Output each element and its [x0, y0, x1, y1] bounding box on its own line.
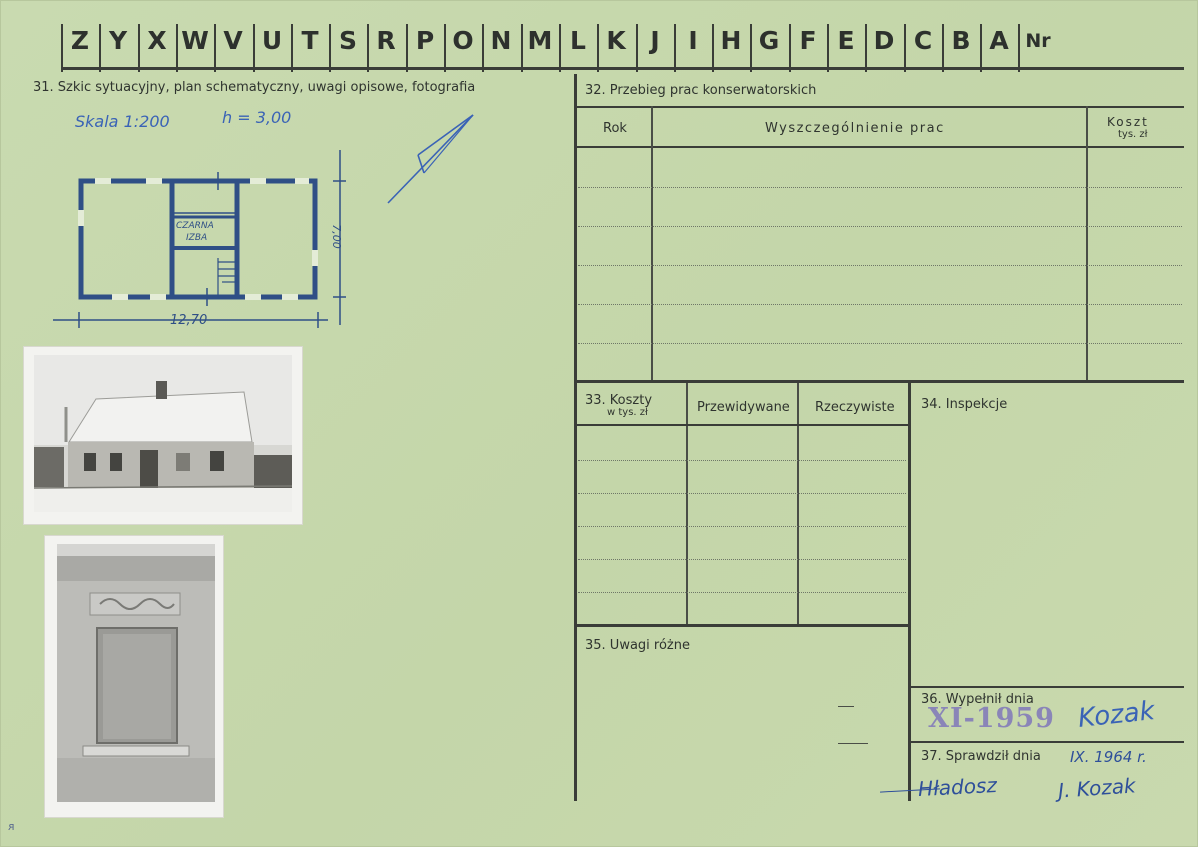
index-letter: X [147, 26, 167, 55]
section36-top-rule [910, 686, 1184, 688]
section32-row-line [578, 187, 1182, 188]
index-strip [61, 12, 1085, 69]
section33-col-actual: Rzeczywiste [815, 400, 895, 415]
window-detail-photo [45, 536, 223, 817]
section36-title: 36. Wypełnił dnia [921, 692, 1034, 707]
section32-row-line [578, 304, 1182, 305]
index-letter: G [758, 26, 780, 55]
section32-row-line [578, 265, 1182, 266]
width-dimension: 12,70 [170, 313, 208, 328]
section32-header-bottom-rule [574, 146, 1184, 148]
north-arrow-icon [380, 105, 480, 210]
section37-signature-right: J. Kozak [1057, 773, 1137, 803]
section32-bottom-rule [574, 380, 1184, 383]
section33-row-line [578, 559, 906, 560]
index-letter: I [688, 26, 698, 55]
index-letter: R [376, 26, 396, 55]
section33-divider-1 [686, 383, 688, 624]
section32-row-line [578, 226, 1182, 227]
section33-unit: w tys. zł [607, 407, 648, 418]
section37-date: IX. 1964 r. [1070, 748, 1147, 766]
section36-date-stamp: XI-1959 [928, 703, 1055, 734]
index-letter: O [452, 26, 474, 55]
index-letter: P [415, 26, 435, 55]
index-number-label: Nr [1025, 29, 1051, 52]
section32-col-year: Rok [603, 121, 627, 136]
index-letter: K [606, 26, 626, 55]
section33-row-line [578, 460, 906, 461]
scale-note: Skala 1:200 [75, 112, 170, 131]
index-letter: H [720, 26, 742, 55]
index-letter: S [338, 26, 357, 55]
index-letter: Y [108, 26, 128, 55]
index-letter: Z [70, 26, 90, 55]
section32-row-line [578, 343, 1182, 344]
section33-divider-2 [797, 383, 799, 624]
section33-34-divider [908, 383, 911, 801]
index-letter: M [527, 26, 553, 55]
section33-col-planned: Przewidywane [697, 400, 790, 415]
section35-mark [838, 743, 868, 744]
room-label-line1: CZARNA [176, 221, 214, 231]
section32-col-cost: Koszt [1107, 115, 1149, 129]
index-letter: T [301, 26, 319, 55]
index-letter: D [873, 26, 895, 55]
section32-col-details: Wyszczególnienie prac [765, 121, 945, 136]
index-letter: J [650, 26, 660, 55]
section32-title: 32. Przebieg prac konserwatorskich [585, 83, 817, 98]
section32-col-cost-unit: tys. zł [1118, 129, 1148, 140]
section32-cost-divider [1086, 106, 1088, 380]
section31-title: 31. Szkic sytuacyjny, plan schematyczny, uwagi opisowe, fotografia [33, 80, 476, 95]
depth-dimension: 7,00 [329, 224, 343, 249]
section36-signature: Kozak [1076, 696, 1157, 734]
index-letter: B [951, 26, 971, 55]
house-exterior-photo [24, 347, 302, 524]
margin-mark: ᴙ [8, 820, 15, 833]
index-letter: A [989, 26, 1009, 55]
section33-row-line [578, 526, 906, 527]
section33-row-line [578, 493, 906, 494]
section33-row-line [578, 592, 906, 593]
height-note: h = 3,00 [222, 108, 292, 127]
index-letter: V [223, 26, 243, 55]
section35-title: 35. Uwagi różne [585, 638, 690, 653]
index-strip-bottom-rule [61, 67, 1184, 70]
index-letter: E [837, 26, 855, 55]
index-letter: C [913, 26, 933, 55]
section33-bottom-rule [574, 624, 910, 627]
index-letter: N [490, 26, 512, 55]
section34-title: 34. Inspekcje [921, 397, 1008, 412]
section37-top-rule [910, 741, 1184, 743]
section32-rok-divider [651, 106, 653, 380]
section37-title: 37. Sprawdził dnia [921, 749, 1041, 764]
room-label-line2: IZBA [186, 233, 208, 243]
center-vertical-rule [574, 74, 577, 801]
section32-header-top-rule [574, 106, 1184, 108]
section37-signature-left: Hładosz [917, 772, 998, 802]
section33-header-rule [574, 424, 909, 426]
section35-mark [838, 706, 854, 707]
section33-title: 33. Koszty [585, 393, 653, 408]
index-letter: F [799, 26, 817, 55]
index-letter: W [181, 26, 209, 55]
index-letter: U [261, 26, 283, 55]
index-letter: L [570, 26, 586, 55]
